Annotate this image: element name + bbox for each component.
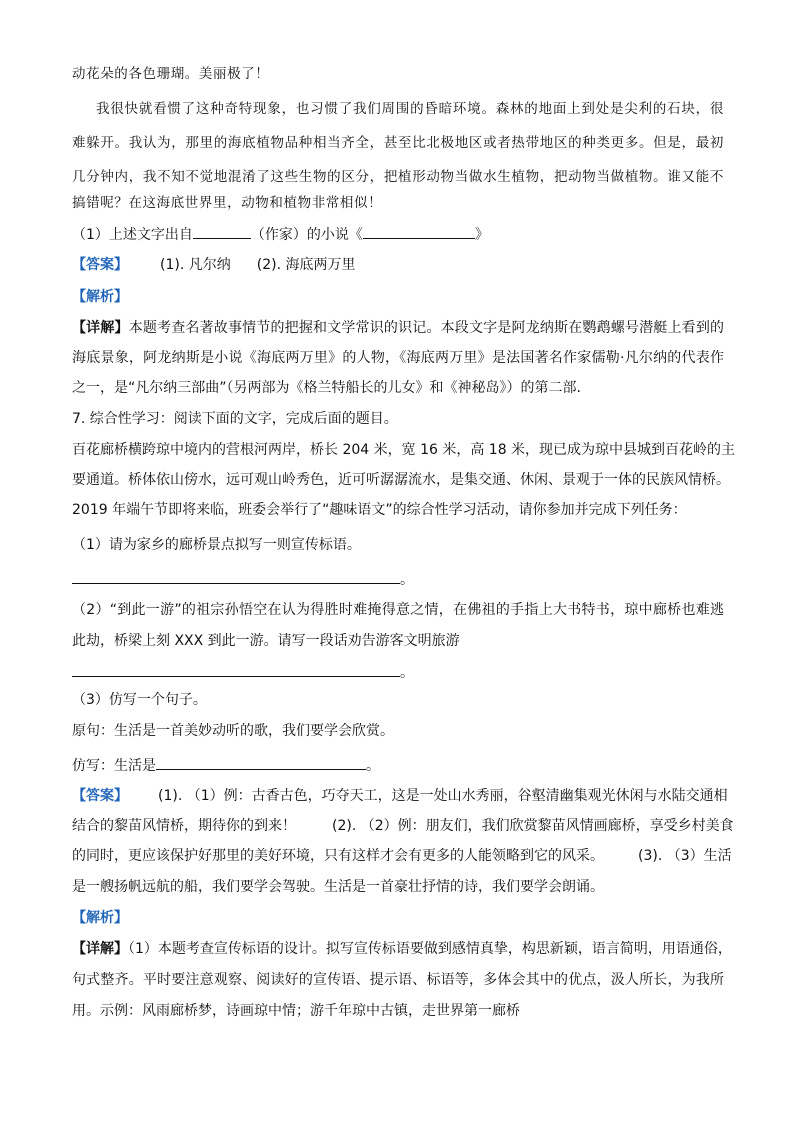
q6-title-blank[interactable]	[363, 223, 475, 239]
passage-line-1: 动花朵的各色珊瑚。美丽极了！	[72, 66, 270, 82]
q7-sub-1-period: 。	[400, 572, 414, 588]
q7-imitation-prefix: 仿写：生活是	[72, 758, 156, 774]
q7-detail-text-1: （1）本题考查宣传标语的设计。拟写宣传标语要做到感情真挚，构思新颖，语言简明，用语通俗，	[128, 941, 732, 957]
q7-text-line-1: 百花廊桥横跨琼中境内的营根河两岸，桥长 204 米，宽 16 米，高 18 米，现已成为琼中县城到百花岭的主	[72, 442, 736, 458]
q7-imitation-row	[72, 754, 724, 774]
q7-sub-2-blank[interactable]	[72, 661, 400, 677]
q6-answer-2: (2). 海底两万里	[256, 257, 356, 273]
passage-line-4: 几分钟内，我不知不觉地混淆了这些生物的区分，把植形动物当做水生植物，把动物当做植物。谁又能不	[72, 169, 724, 185]
passage-line-3: 难躲开。我认为，那里的海底植物品种相当齐全，甚至比北极地区或者热带地区的种类更多。但是，最初	[72, 135, 724, 151]
q7-detail-line-3: 用。示例：风雨廊桥梦，诗画琼中情；游千年琼中古镇，走世界第一廊桥	[72, 1003, 520, 1019]
q7-sub-1-blank[interactable]	[72, 568, 400, 584]
q6-answer-row	[72, 255, 724, 275]
q6-author-blank[interactable]	[193, 223, 251, 239]
q7-sub-2-period: 。	[400, 665, 414, 681]
q7-sub-1-answer-row	[72, 568, 724, 588]
detail-tag: 【详解】	[72, 941, 128, 957]
passage-line-2: 我很快就看惯了这种奇特现象，也习惯了我们周围的昏暗环境。森林的地面上到处是尖利的石块，很	[96, 101, 724, 117]
q6-answer-1: (1). 凡尔纳	[160, 257, 231, 273]
q7-sub-2-line-1: （2）“到此一游”的祖宗孙悟空在认为得胜时难掩得意之情，在佛祖的手指上大书特书，琼中廊桥也难逃	[72, 602, 724, 618]
q7-imitation-period: 。	[366, 758, 380, 774]
analysis-tag: 【解析】	[72, 910, 128, 926]
q7-detail-line-1	[72, 939, 732, 959]
q7-title: 7. 综合性学习：阅读下面的文字，完成后面的题目。	[72, 411, 398, 427]
answer-tag: 【答案】	[72, 257, 128, 273]
analysis-tag: 【解析】	[72, 289, 128, 305]
q7-answer-line-2	[72, 816, 734, 836]
detail-tag: 【详解】	[72, 320, 129, 336]
q7-answer-text-1: (1). （1）例：古香古色，巧夺天工，这是一处山水秀丽，谷壑清幽集观光休闲与水陆交通相	[158, 788, 728, 804]
q7-answer-text-3b: (3). （3）生活	[638, 848, 732, 864]
passage-line-5: 搞错呢？在这海底世界里，动物和植物非常相似！	[72, 195, 383, 211]
q7-answer-text-3a: 的同时，更应该保护好那里的美好环境，只有这样才会有更多的人能领略到它的风采。	[72, 848, 604, 864]
q7-sub-3: （3）仿写一个句子。	[72, 692, 207, 708]
q6-detail-text-1: 本题考查名著故事情节的把握和文学常识的识记。本段文字是阿龙纳斯在鹦鹉螺号潜艇上看到的	[128, 320, 725, 336]
q6-detail-line-3: 之一，是“凡尔纳三部曲”（另两部为《格兰特船长的儿女》和《神秘岛》）的第二部.	[72, 380, 581, 396]
q7-imitation-blank[interactable]	[156, 754, 366, 770]
q7-answer-line-4: 是一艘扬帆远航的船，我们要学会驾驶。生活是一首豪壮抒情的诗，我们要学会朗诵。	[72, 879, 604, 895]
q6-question	[72, 223, 724, 243]
q6-analysis-tag-row	[72, 287, 724, 307]
q6-detail-line-1	[72, 318, 724, 338]
q7-original-sentence: 原句：生活是一首美妙动听的歌，我们要学会欣赏。	[72, 723, 394, 739]
q7-analysis-tag-row	[72, 908, 724, 928]
q6-question-part1: （1）上述文字出自	[72, 227, 193, 243]
q7-detail-line-2: 句式整齐。平时要注意观察、阅读好的宣传语、提示语、标语等，多体会其中的优点，汲人所长，为我所	[72, 972, 724, 988]
q7-answer-text-2a: 结合的黎苗风情桥，期待你的到来！	[72, 818, 296, 834]
q7-sub-2-answer-row	[72, 661, 724, 681]
q7-answer-line-1	[72, 786, 728, 806]
q7-sub-1: （1）请为家乡的廊桥景点拟写一则宣传标语。	[72, 537, 361, 553]
q7-sub-2-line-2: 此劫，桥梁上刻 XXX 到此一游。请写一段话劝告游客文明旅游	[72, 633, 460, 649]
q6-detail-line-2: 海底景象，阿龙纳斯是小说《海底两万里》的人物，《海底两万里》是法国著名作家儒勒·凡尔纳的代表作	[72, 350, 724, 366]
q6-question-part2: （作家）的小说《	[250, 227, 363, 243]
q7-text-line-3: 2019 年端午节即将来临，班委会举行了“趣味语文”的综合性学习活动，请你参加并完成下列任务：	[72, 502, 687, 518]
answer-tag: 【答案】	[72, 788, 128, 804]
q6-question-end: 》	[474, 227, 489, 243]
q7-answer-text-2b: (2). （2）例：朋友们，我们欣赏黎苗风情画廊桥，享受乡村美食	[332, 818, 734, 834]
q7-answer-line-3	[72, 846, 732, 866]
q7-text-line-2: 要通道。桥体依山傍水，远可观山岭秀色，近可听潺潺流水，是集交通、休闲、景观于一体的民族风情桥。	[72, 472, 730, 488]
